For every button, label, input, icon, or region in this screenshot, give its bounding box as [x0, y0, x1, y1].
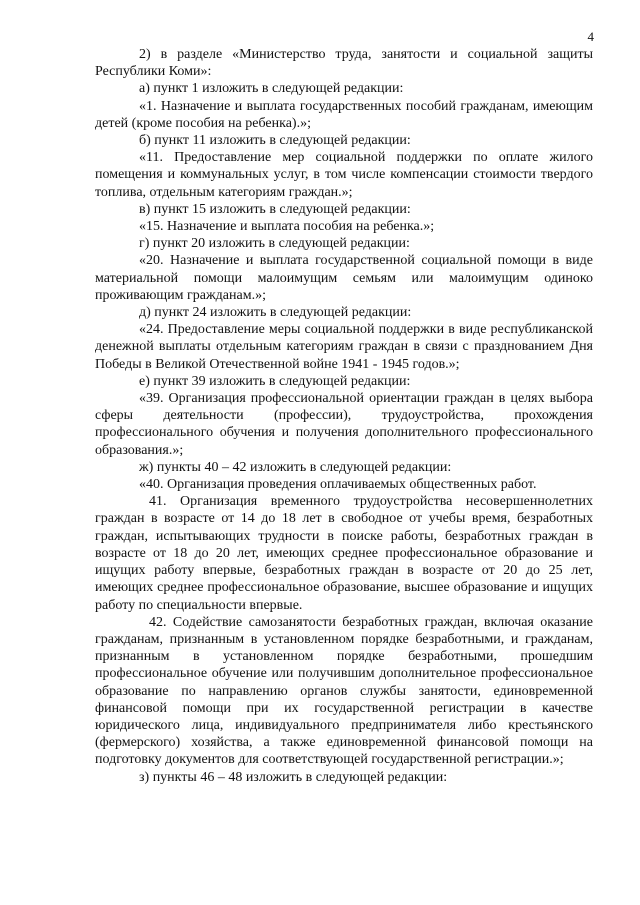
paragraph-item-v: в) пункт 15 изложить в следующей редакции:: [139, 201, 411, 217]
document-body: [95, 46, 593, 786]
paragraph-item-b: б) пункт 11 изложить в следующей редакции:: [139, 133, 411, 149]
paragraph-item-zh: ж) пункты 40 – 42 изложить в следующей редакции:: [139, 459, 452, 475]
paragraph-point-42: 42. Содействие самозанятости безработных граждан, включая оказание гражданам, признанным в установленном порядке безработными, и гражданам, признанным в установленном порядке безработными, прошедшим профессиональное обучение или получившим дополнительное профессиональное образование по направлению органов службы занятости, единовременной финансовой помощи при их государственной регистрации в качестве юридического лица, индивидуального предпринимателя либо крестьянского (фермерского) хозяйства, а также единовременной финансовой помощи на подготовку документов для соответствующей государственной регистрации.»;: [95, 614, 593, 768]
paragraph-point-1: «1. Назначение и выплата государственных пособий гражданам, имеющим детей (кроме пособия на ребенка).»;: [95, 98, 593, 131]
paragraph-point-11: «11. Предоставление мер социальной поддержки по оплате жилого помещения и коммунальных услуг, в том числе компенсации стоимости твердого топлива, отдельным категориям граждан.»;: [95, 150, 593, 200]
page-number: 4: [587, 29, 594, 44]
paragraph-section-2: 2) в разделе «Министерство труда, занятости и социальной защиты Республики Коми»:: [95, 47, 593, 80]
paragraph-item-d: д) пункт 24 изложить в следующей редакции:: [139, 305, 412, 321]
paragraph-item-g: г) пункт 20 изложить в следующей редакции:: [139, 236, 410, 252]
paragraph-point-15: «15. Назначение и выплата пособия на ребенка.»;: [139, 219, 435, 235]
paragraph-point-40: «40. Организация проведения оплачиваемых общественных работ.: [139, 477, 537, 493]
paragraph-item-z: з) пункты 46 – 48 изложить в следующей редакции:: [139, 769, 448, 785]
paragraph-point-24: «24. Предоставление меры социальной поддержки в виде республиканской денежной выплаты отдельным категориям граждан в связи с празднованием Дня Победы в Великой Отечественной войне 1941 - 1945 годов.»;: [95, 322, 593, 372]
paragraph-point-20: «20. Назначение и выплата государственной социальной помощи в виде материальной помощи малоимущим семьям или малоимущим одиноко проживающим гражданам.»;: [95, 253, 593, 303]
paragraph-item-e: е) пункт 39 изложить в следующей редакции:: [139, 373, 411, 389]
paragraph-point-41: 41. Организация временного трудоустройства несовершеннолетних граждан в возрасте от 14 до 18 лет в свободное от учебы время, безработных граждан, испытывающих трудности в поиске работы, безработных граждан в возрасте от 18 до 20 лет, имеющих среднее профессиональное образование и ищущих работу впервые, безработных граждан в возрасте от 20 до 25 лет, имеющих среднее профессиональное образование, высшее образование и ищущих работу по специальности впервые.: [95, 494, 593, 613]
paragraph-item-a: а) пункт 1 изложить в следующей редакции:: [139, 81, 404, 97]
paragraph-point-39: «39. Организация профессиональной ориентации граждан в целях выбора сферы деятельности (профессии), трудоустройства, прохождения профессионального обучения и получения дополнительного профессионального образования.»;: [95, 391, 593, 458]
